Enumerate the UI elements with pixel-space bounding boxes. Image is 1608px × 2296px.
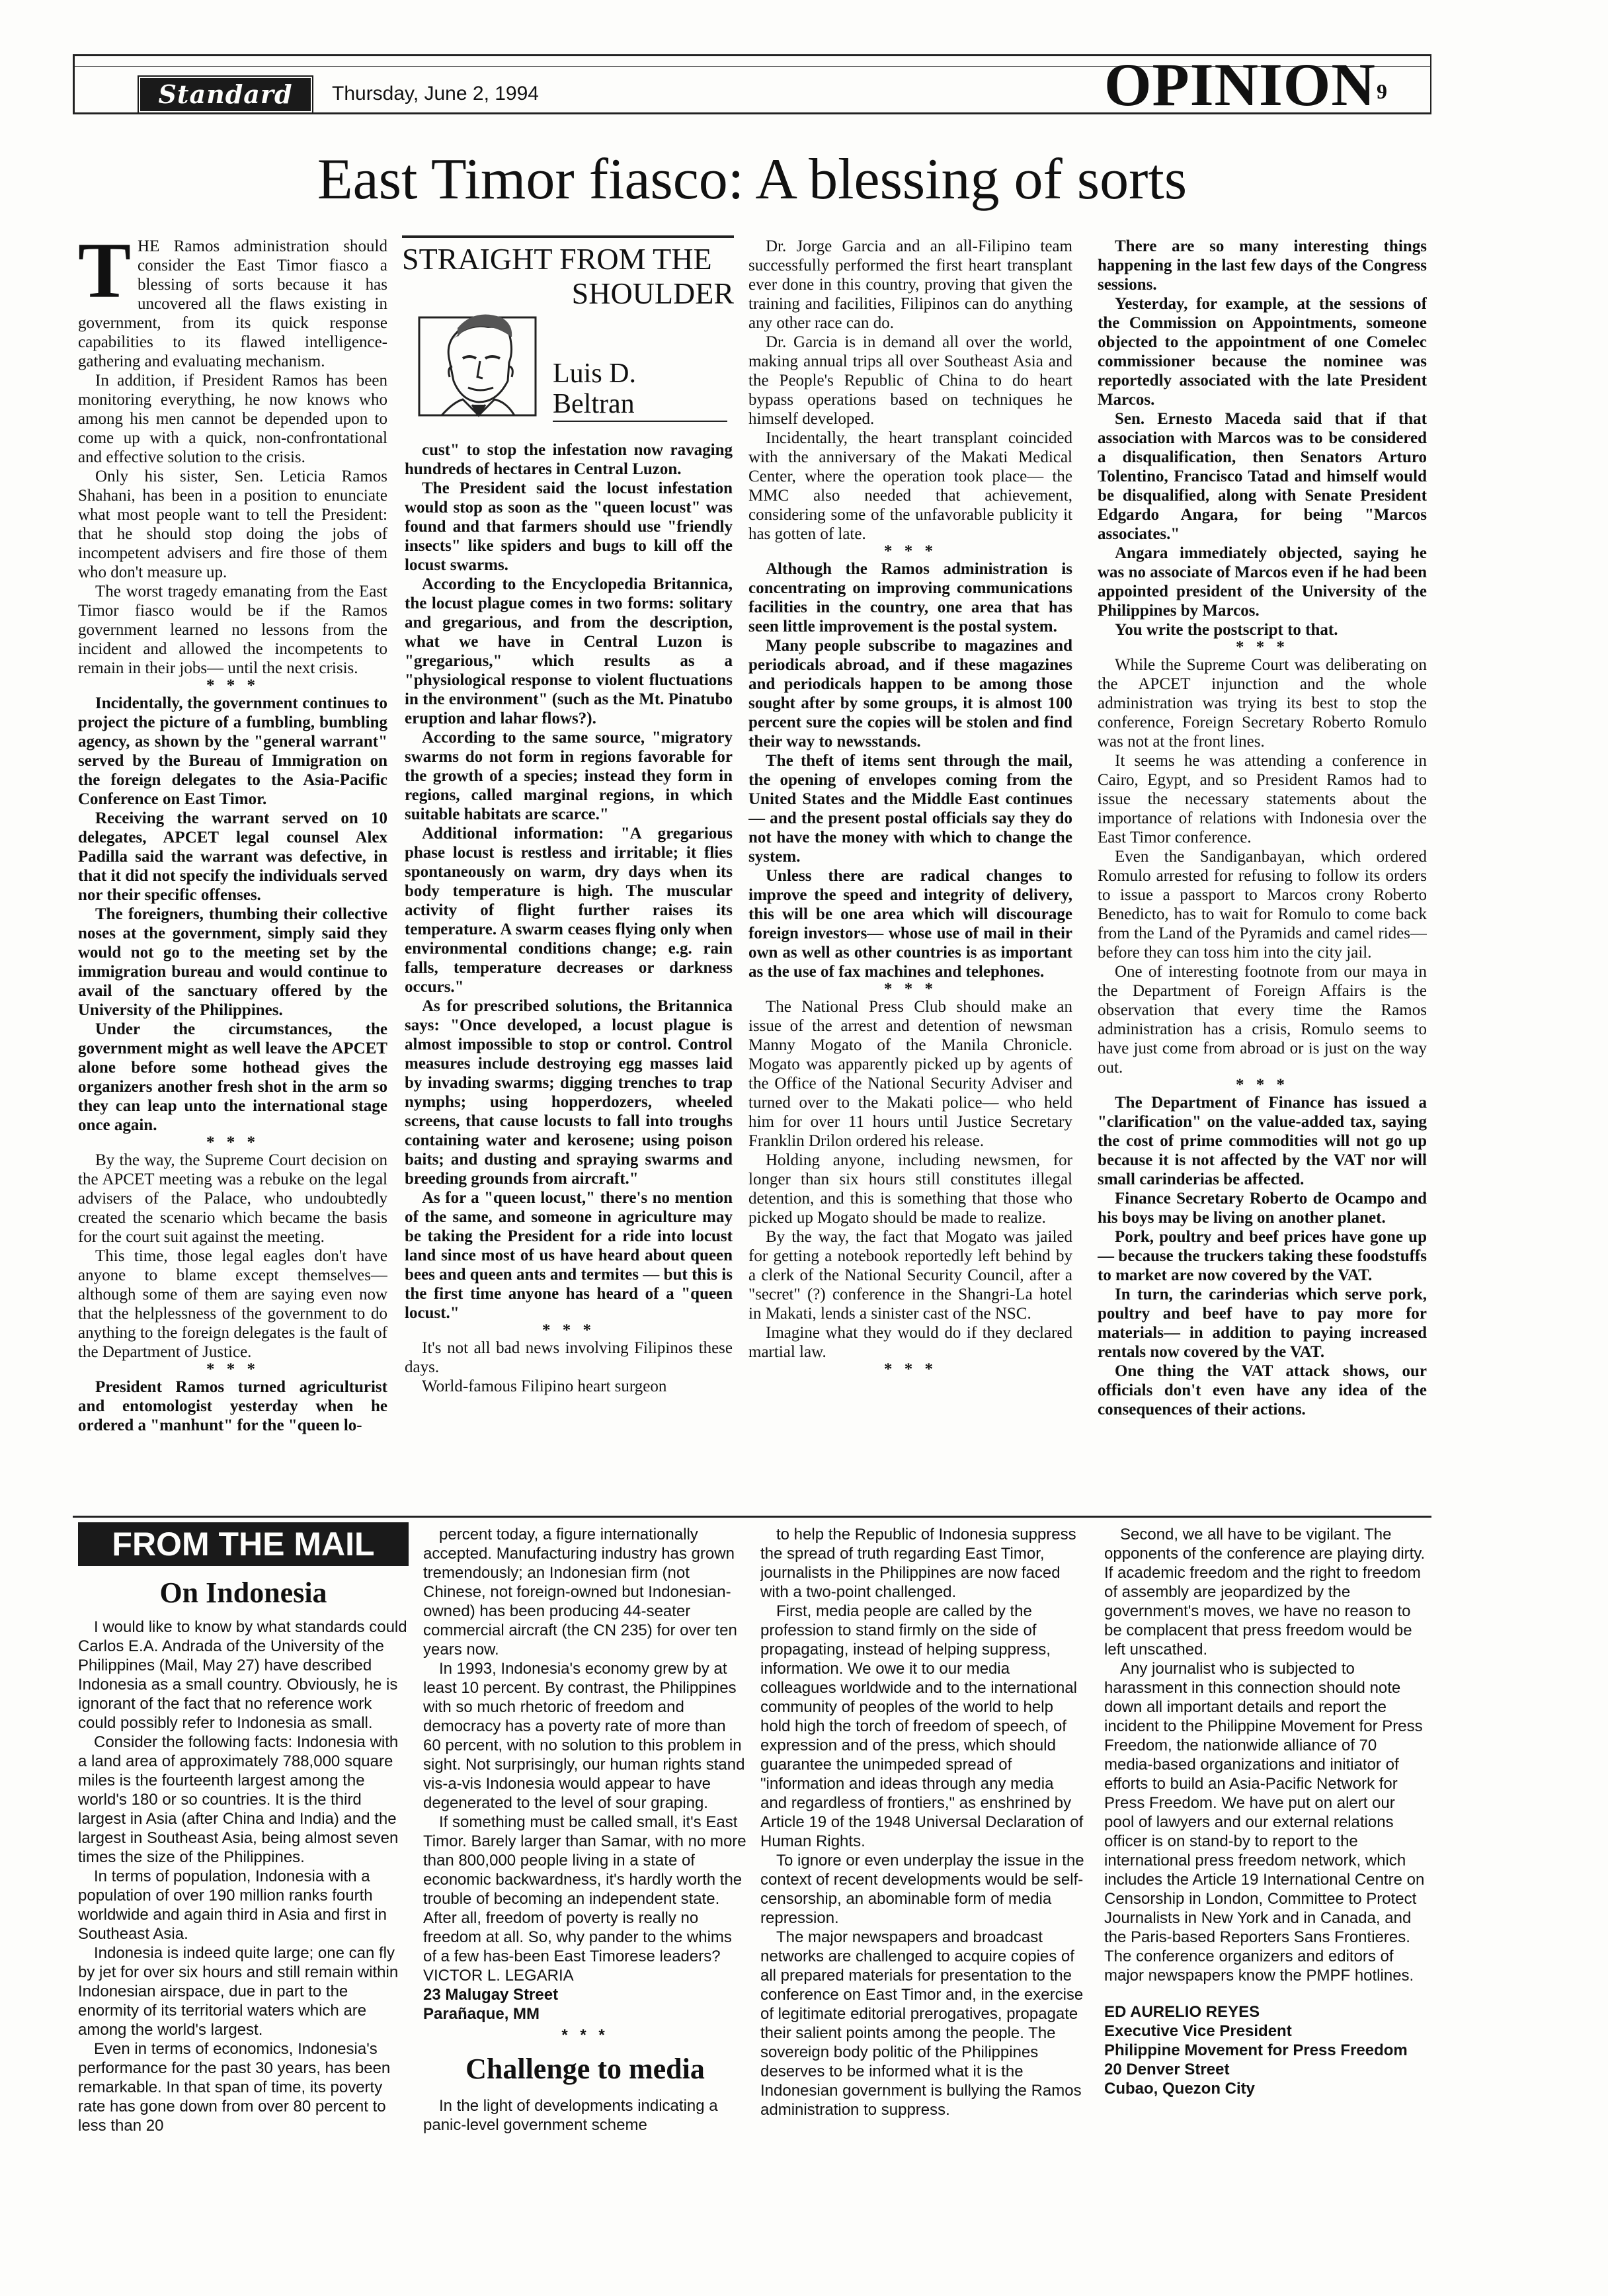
article-col-3-body — [748, 237, 1072, 1377]
sig1-city: Parañaque, MM — [423, 2005, 540, 2023]
masthead-date: Thursday, June 2, 1994 — [332, 83, 539, 104]
article-col-3 — [748, 237, 1072, 1506]
paragraph: Even in terms of economics, Indonesia's performance for the past 30 years, has been remarkable. In that span of time, its poverty rate has gone down from over 80 percent to less than 20 — [78, 2040, 391, 2135]
column-title-line1: STRAIGHT FROM THE — [402, 242, 712, 276]
paragraph: One of interesting footnote from our maya in the Department of Foreign Affairs is the observation that every time the Ramos administration has a crisis, Romulo seems to have just come from abroad or is just on the way out. — [1098, 963, 1427, 1077]
paragraph: Finance Secretary Roberto de Ocampo and his boys may be living on another planet. — [1098, 1190, 1427, 1227]
paragraph: The worst tragedy emanating from the East Timor fiasco would be if the Ramos government learned no lessons from the incident and allowed the incompetents to remain in their jobs— until the next crisis. — [78, 583, 387, 677]
masthead-left-rule — [73, 54, 75, 112]
sig2-title: Executive Vice President — [1104, 2022, 1292, 2040]
paragraph: Imagine what they would do if they declared martial law. — [748, 1324, 1072, 1361]
column-author-line2: Beltran — [553, 389, 635, 419]
mail-col-1 — [78, 1618, 409, 2279]
column-header-rule — [402, 235, 734, 238]
sig2-city: Cubao, Quezon City — [1104, 2080, 1255, 2098]
sig2-name: ED AURELIO REYES — [1104, 2003, 1260, 2021]
paragraph: percent today, a figure internationally accepted. Manufacturing industry has grown tremendously; an Indonesian firm (not Chinese, not foreign-owned but Indonesian-owned) has been producing 44-seater commercial aircraft (the CN 235) for over ten years now. — [423, 1526, 737, 1659]
paragraph: Even the Sandiganbayan, which ordered Romulo arrested for refusing to follow its orders to issue a passport to Marcos crony Roberto Benedicto, has to wait for Romulo to come back from the Land of the Pyramids and camel rides— before they can toss him into the city jail. — [1098, 848, 1427, 962]
paragraph: There are so many interesting things happening in the last few days of the Congress sessions. — [1098, 237, 1427, 294]
paragraph: Only his sister, Sen. Leticia Ramos Shahani, has been in a position to enunciate what most people want to tell the President: that he should stop doing the jobs of incompetent advisers and fire those of them who don't measure up. — [78, 468, 387, 581]
article-col-4 — [1098, 237, 1427, 1506]
paragraph: In addition, if President Ramos has been monitoring everything, he now knows who among his men cannot be depended upon to come up with a quick, non-confrontational and effective solution to the crisis. — [78, 372, 387, 466]
paragraph: Additional information: "A gregarious phase locust is restless and irritable; it flies spontaneously on warm, dry days when its body temperature is high. The muscular activity of flight further raises its temperature. A swarm ceases flying only when environmental conditions change; e.g. rain falls, temperature decreases or darkness occurs." — [405, 825, 733, 996]
paragraph: Many people subscribe to magazines and periodicals abroad, and if these magazines and periodicals happen to be among those sought after by some groups, it is almost 100 percent sure the copies will be stolen and find their way to newsstands. — [748, 637, 1072, 751]
mail-col-4-body — [1104, 1525, 1426, 1985]
paper-logo — [140, 78, 311, 111]
paragraph: World-famous Filipino heart surgeon — [422, 1377, 667, 1395]
mail-col-4 — [1104, 1525, 1426, 2285]
section-separator: * * * — [542, 1321, 595, 1339]
sig1-name: VICTOR L. LEGARIA — [423, 1967, 574, 1985]
paragraph: Receiving the warrant served on 10 delegates, APCET legal counsel Alex Padilla said the warrant was defective, in that it did not specify the individuals served nor their specific offenses. — [78, 809, 387, 904]
paragraph: By the way, the fact that Mogato was jailed for getting a notebook reportedly left behind by a clerk of the National Security Council, after a "secret" (?) conference in the Shangri-La hotel in Makati, lends a sinister cast of the NSC. — [748, 1228, 1072, 1323]
section-separator: * * * — [1236, 638, 1289, 656]
paragraph: In 1993, Indonesia's economy grew by at least 10 percent. By contrast, the Philippines with so much rhetoric of freedom and democracy has a poverty rate of more than 60 percent, with no solution to this problem in sight. Not surprisingly, our human rights stand vis-a-vis Indonesia would appear to have degenerated to the level of sour graping. — [423, 1660, 745, 1812]
letter1-title: On Indonesia — [159, 1577, 327, 1609]
paragraph: To ignore or even underplay the issue in the context of recent developments would be self-censorship, an abominable form of media repression. — [760, 1852, 1084, 1927]
paragraph: One thing the VAT attack shows, our officials don't even have any idea of the consequences of their actions. — [1098, 1362, 1427, 1418]
article-col-4-body — [1098, 237, 1427, 1419]
paragraph: Incidentally, the heart transplant coincided with the anniversary of the Makati Medical Center, where the operation took place— the MMC also needed that achievement, considering some of the unfavorable publicity it has gotten of late. — [748, 429, 1072, 543]
paragraph: I would like to know by what standards could Carlos E.A. Andrada of the University of the Philippines (Mail, May 27) have described Indonesia as a small country. Obviously, he is ignorant of the fact that no reference work could possibly refer to Indonesia as small. — [78, 1618, 407, 1732]
column-header — [402, 235, 734, 432]
paragraph: As for a "queen locust," there's no mention of the same, and someone in agriculture may be taking the President for a ride into locust land since most of us have heard about queen bees and queen ants and termites — but this is the first time anyone has heard of a "queen locust." — [405, 1189, 733, 1322]
paragraph: It's not all bad news involving Filipinos these days. — [405, 1339, 733, 1376]
paragraph: Unless there are radical changes to improve the speed and integrity of delivery, this will be one area which will discourage foreign investors— whose use of mail in their own as well as other countries is as important as the use of fax machines and telephones. — [748, 867, 1072, 981]
mail-col-3-body — [760, 1525, 1084, 2119]
sig2-org: Philippine Movement for Press Freedom — [1104, 2041, 1408, 2059]
article-col-2-body — [405, 440, 733, 1396]
paragraph: You write the postscript to that. — [1115, 621, 1338, 639]
paragraph: The National Press Club should make an issue of the arrest and detention of newsman Manny Mogato of the Manila Chronicle. Mogato was apparently picked up by agents of the Office of the National Security Adviser and turned over to the Makati police— who held him for over 11 hours until Justice Secretary Franklin Drilon ordered his release. — [748, 998, 1072, 1150]
masthead-right-rule — [1430, 54, 1431, 114]
section-name: OPINION — [1104, 51, 1376, 118]
mail-col-2 — [423, 1525, 747, 2285]
section-separator: * * * — [206, 1133, 259, 1151]
paragraph: Pork, poultry and beef prices have gone up— because the truckers taking these foodstuffs to market are now covered by the VAT. — [1098, 1228, 1427, 1284]
paragraph: According to the same source, "migratory swarms do not form in regions favorable for the growth of a species; instead they form in regions, called marginal regions, in which suitable habitats are scarce." — [405, 729, 733, 823]
paragraph: Any journalist who is subjected to harassment in this connection should note down all important details and report the incident to the Philippine Movement for Press Freedom, the nationwide alliance of 70 media-based organizations and initiator of efforts to build an Asia-Pacific Network for Press Freedom. We have put on alert our pool of lawyers and our external relations officer is on stand-by to report to the international press freedom network, which includes the Article 19 International Centre on Censorship in London, Committee to Protect Journalists in New York and in Canada, and the Paris-based Reporters Sans Frontieres. The conference organizers and editors of major newspapers know the PMPF hotlines. — [1104, 1660, 1425, 1985]
paragraph: The major newspapers and broadcast networks are challenged to acquire copies of all prepared materials for presentation to the conference on East Timor and, in the exercise of legitimate editorial prerogatives, propagate their salient points among the people. The sovereign body politic of the Philippines deserves to be informed what it is the Indonesian government is bullying the Ramos administration to suppress. — [760, 1928, 1084, 2119]
paragraph: Yesterday, for example, at the sessions of the Commission on Appointments, someone objected to the appointment of one Comelec commissioner because the nominee was reportedly associated with the late President Marcos. — [1098, 295, 1427, 409]
mail-col-1-body — [78, 1618, 409, 2135]
paragraph: According to the Encyclopedia Britannica, the locust plague comes in two forms: solitary and gregarious, and from the description, what we have in Central Luzon is "gregarious," which results as a "physiological response to violent fluctuations in the environment" (such as the Mt. Pinatubo eruption and lahar flows?). — [405, 575, 733, 727]
section-separator: * * * — [884, 1360, 937, 1378]
paragraph: Angara immediately objected, saying he was no associate of Marcos even if he had been appointed president of the University of the Philippines by Marcos. — [1098, 544, 1427, 620]
paragraph: Incidentally, the government continues to project the picture of a fumbling, bumbling agency, as shown by the "general warrant" served by the Bureau of Immigration on the foreign delegates to the Asia-Pacific Conference on East Timor. — [78, 694, 387, 808]
column-author-line1: Luis D. — [553, 358, 636, 389]
column-author-rule — [553, 421, 727, 422]
mail-col-3 — [760, 1525, 1084, 2285]
paragraph: cust" to stop the infestation now ravaging hundreds of hectares in Central Luzon. — [405, 441, 733, 478]
paragraph: The theft of items sent through the mail, the opening of envelopes coming from the United States and the Middle East continues— and the present postal officials say they do not have the money with which to change the system. — [748, 752, 1072, 866]
paragraph: By the way, the Supreme Court decision on the APCET meeting was a rebuke on the legal advisers of the Palace, who undoubtedly created the scenario which became the basis for the court suit against the meeting. — [78, 1151, 387, 1246]
paragraph: While the Supreme Court was deliberating on the APCET injunction and the whole administration was trying its best to stop the conference, Foreign Secretary Roberto Romulo was not at the front lines. — [1098, 656, 1427, 751]
letter2-title: Challenge to media — [465, 2053, 705, 2085]
section-separator: * * * — [884, 980, 937, 998]
paragraph: In turn, the carinderias which serve pork, poultry and beef have to pay more for materials— in addition to paying increased rentals now covered by the VAT. — [1098, 1286, 1427, 1361]
drop-cap: T — [78, 237, 132, 314]
paragraph: Consider the following facts: Indonesia with a land area of approximately 788,000 square miles is the fourteenth largest among the world's 180 or so countries. It is the third largest in Asia (after China and India) and the largest in Southeast Asia, being almost seven times the size of the Philippines. — [78, 1733, 399, 1866]
paragraph: to help the Republic of Indonesia suppress the spread of truth regarding East Timor, journalists in the Philippines are now faced with a two-point challenged. — [760, 1526, 1076, 1601]
paragraph: The foreigners, thumbing their collective noses at the government, simply said they would not go to the meeting set by the immigration bureau and would continue to avail of the sanctuary offered by the University of the Philippines. — [78, 905, 387, 1019]
paragraph: The Department of Finance has issued a "clarification" on the value-added tax, saying the cost of prime commodities will not go up because it is not affected by the VAT nor will small carinderias be affected. — [1098, 1094, 1427, 1188]
paragraph: In terms of population, Indonesia with a population of over 190 million ranks fourth worldwide and again third in Asia and first in Southeast Asia. — [78, 1867, 387, 1943]
page-number: 9 — [1377, 79, 1387, 103]
section-separator: * * * — [206, 1360, 259, 1378]
paragraph: In the light of developments indicating a panic-level government scheme — [423, 2097, 718, 2134]
article-col-1-body — [78, 237, 387, 1435]
section-separator: * * * — [884, 542, 937, 560]
mail-col-2-body — [423, 1525, 747, 1966]
mail-banner — [78, 1522, 409, 1566]
mail-col-2b-body — [423, 2096, 747, 2135]
mail-banner-text: FROM THE MAIL — [112, 1526, 375, 1563]
paragraph: Sen. Ernesto Maceda said that if that association with Marcos was to be considered a disqualification, then Senators Arturo Tolentino, Francisco Tatad and himself would be disqualified, along with Senate President Edgardo Angara, for being "Marcos associates." — [1098, 410, 1427, 543]
section-separator: * * * — [1236, 1076, 1289, 1094]
section-separator: * * * — [206, 676, 259, 694]
paragraph: As for prescribed solutions, the Britannica says: "Once developed, a locust plague is almost impossible to stop or control. Control measures include destroying egg masses laid by invading swarms; digging trenches to trap nymphs; using hopperdozers, wheeled screens, that cause locusts to fall into troughs containing water and kerosene; using poison baits; and dusting and spraying swarms and breeding grounds from aircraft." — [405, 997, 733, 1188]
paragraph: The President said the locust infestation would stop as soon as the "queen locust" was found and that farmers should use "friendly insects" like spiders and bugs to kill off the locust swarms. — [405, 479, 733, 574]
paragraph: It seems he was attending a conference in Cairo, Egypt, and so President Ramos had to issue the necessary statements about the importance of relations with Indonesia over the East Timor conference. — [1098, 752, 1427, 846]
paragraph: Dr. Garcia is in demand all over the world, making annual trips all over Southeast Asia and the People's Republic of China to do heart bypass operations based on techniques he himself developed. — [748, 333, 1072, 428]
paper-name: Standard — [158, 79, 293, 109]
paragraph: First, media people are called by the profession to stand firmly on the side of propagating, instead of helping suppress, information. We owe it to our media colleagues worldwide and to the international community of peoples of the world to help hold high the torch of freedom of speech, of expression and of the press, which should guarantee the unimpeded spread of "information and ideas through any media and regardless of frontiers," as enshrined by Article 19 of the 1948 Universal Declaration of Human Rights. — [760, 1602, 1084, 1850]
headline: East Timor fiasco: A blessing of sorts — [317, 147, 1187, 212]
paragraph: President Ramos turned agriculturist and entomologist yesterday when he ordered a "manhunt" for the "queen lo- — [78, 1378, 387, 1434]
paragraph: Holding anyone, including newsmen, for longer than six hours still constitutes illegal detention, and this is something that those who picked up Mogato should be made to realize. — [748, 1151, 1072, 1227]
paragraph: Indonesia is indeed quite large; one can fly by jet for over six hours and still remain within Indonesian airspace, due in part to the enormity of its territorial waters which are among the world's largest. — [78, 1944, 399, 2039]
paragraph: If something must be called small, it's East Timor. Barely larger than Samar, with no more than 800,000 people living in a state of economic backwardness, it's hardly worth the trouble of becoming an independent state. After all, freedom of poverty is really no freedom at all. So, why pander to the whims of a few has-been East Timorese leaders? — [423, 1813, 746, 1965]
sig2-street: 20 Denver Street — [1104, 2061, 1230, 2078]
paragraph: Under the circumstances, the government might as well leave the APCET alone before some hothead gives the organizers another fresh shot in the arm so they can leap unto the international stage once again. — [78, 1020, 387, 1134]
mail-top-rule — [73, 1516, 1431, 1518]
column-title-line2: SHOULDER — [571, 276, 734, 310]
article-col-1 — [78, 237, 387, 1506]
sig1-street: 23 Malugay Street — [423, 1986, 559, 2004]
paragraph: HE Ramos administration should consider the East Timor fiasco a blessing of sorts because it has uncovered all the flaws existing in government, from its quick response capabilities to its flawed intelligence-gathering and evaluating mechanism. — [78, 237, 387, 370]
article-col-2 — [405, 440, 733, 1506]
paragraph: This time, those legal eagles don't have anyone to blame except themselves— although some of them are saying even now that the helplessness of the government to do anything to the foreign delegates is the fault of the Department of Justice. — [78, 1247, 387, 1361]
paragraph: Second, we all have to be vigilant. The opponents of the conference are playing dirty. If academic freedom and the right to freedom of assembly are jeopardized by the government's moves, we have no reason to be complacent that press freedom would be left unscathed. — [1104, 1526, 1426, 1659]
paragraph: Although the Ramos administration is concentrating on improving communications facilities in the country, one area that has seen little improvement is the postal system. — [748, 560, 1072, 636]
columnist-portrait — [415, 288, 541, 421]
paragraph: Dr. Jorge Garcia and an all-Filipino team successfully performed the first heart transplant ever done in this country, proving that given the training and facilities, Filipinos can do anything any other race can do. — [748, 237, 1072, 332]
sig1-separator: * * * — [561, 2026, 609, 2044]
